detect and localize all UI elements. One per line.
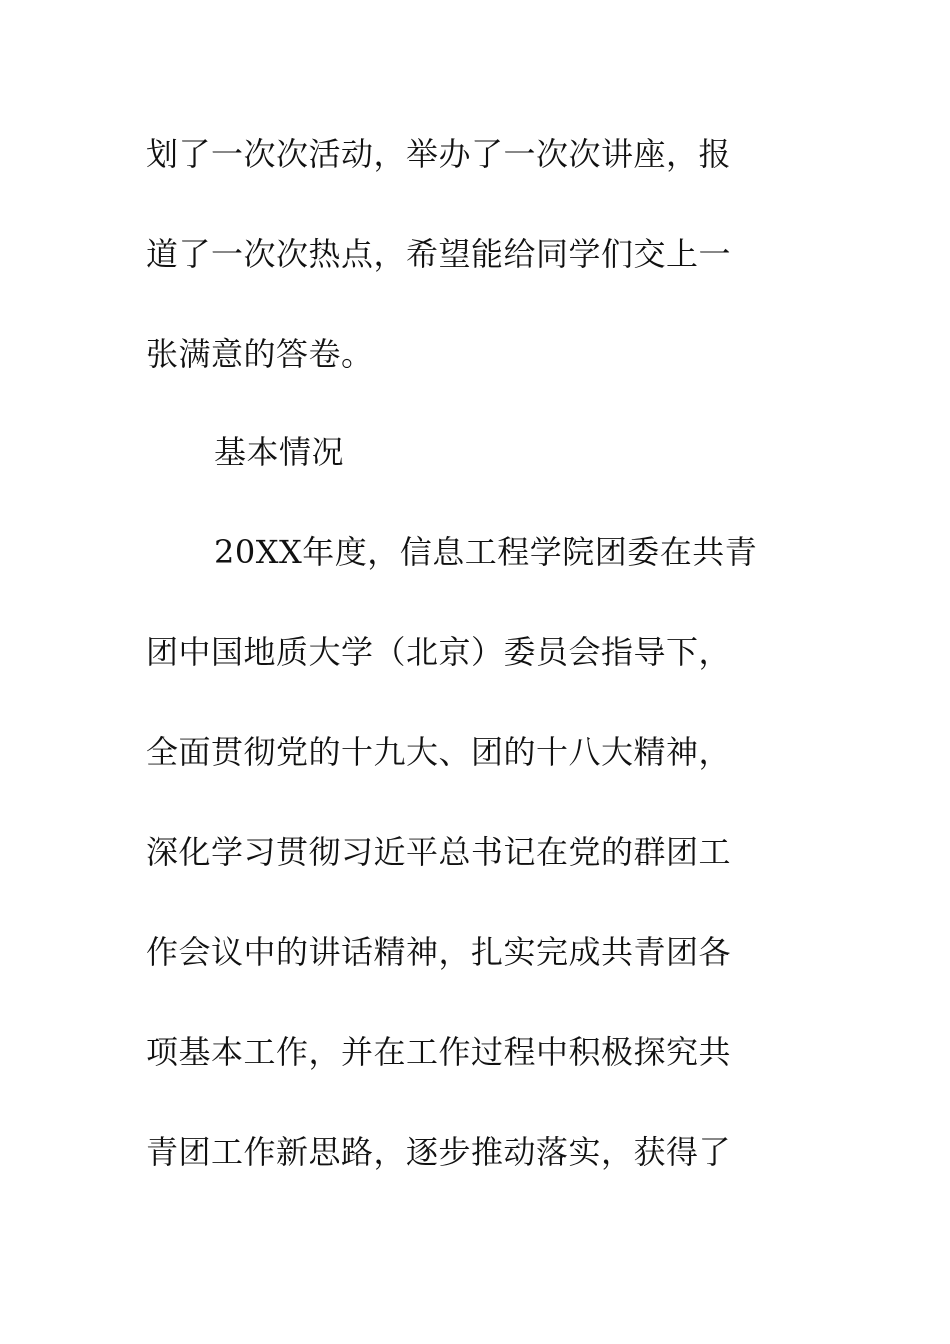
paragraph-line: 张满意的答卷。 <box>146 335 374 373</box>
paragraph-line: 青团工作新思路，逐步推动落实，获得了 <box>146 1133 732 1171</box>
section-heading: 基本情况 <box>214 433 345 471</box>
paragraph-line: 全面贯彻党的十九大、团的十八大精神， <box>146 733 732 771</box>
paragraph-line: 道了一次次热点，希望能给同学们交上一 <box>146 235 732 273</box>
paragraph-line: 团中国地质大学（北京）委员会指导下， <box>146 633 732 671</box>
paragraph-line: 划了一次次活动，举办了一次次讲座，报 <box>146 135 732 173</box>
paragraph-line: 深化学习贯彻习近平总书记在党的群团工 <box>146 833 732 871</box>
paragraph-line: 20XX年度，信息工程学院团委在共青 <box>214 533 758 571</box>
paragraph-line: 作会议中的讲话精神，扎实完成共青团各 <box>146 933 732 971</box>
paragraph-line: 项基本工作，并在工作过程中积极探究共 <box>146 1033 732 1071</box>
